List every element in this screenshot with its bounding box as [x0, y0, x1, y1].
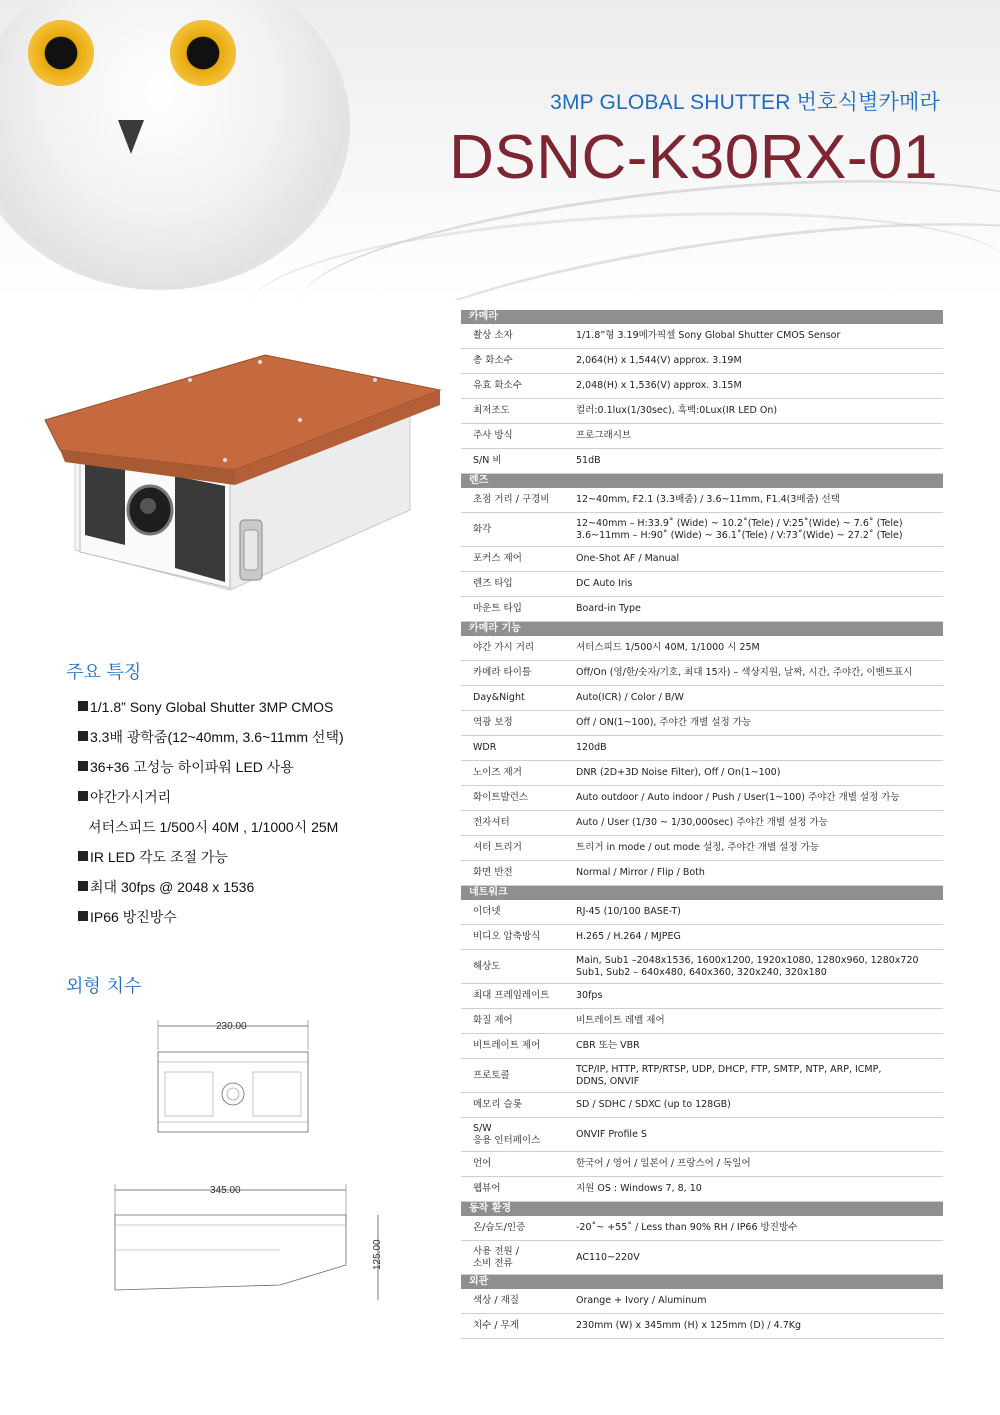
- spec-value-line: DNR (2D+3D Noise Filter), Off / On(1~100): [576, 767, 781, 778]
- spec-row: [461, 1314, 943, 1339]
- feature-item: IR LED 각도 조절 가능: [78, 846, 438, 876]
- square-bullet-icon: [78, 851, 88, 861]
- dimensions-title: 외형 치수: [66, 976, 142, 997]
- spec-label: 비디오 압축방식: [473, 931, 541, 942]
- spec-value: [576, 603, 943, 615]
- spec-value-line: DC Auto Iris: [576, 578, 633, 589]
- ir-led-array-left: [85, 458, 125, 545]
- spec-value: [576, 742, 943, 754]
- spec-section-header: 네트워크: [461, 886, 943, 900]
- spec-value-line: One-Shot AF / Manual: [576, 553, 680, 564]
- spec-value-line: 비트레이트 레벨 제어: [576, 1015, 665, 1026]
- spec-section-header: 렌즈: [461, 474, 943, 488]
- spec-row: [461, 1289, 943, 1314]
- spec-value-line: ONVIF Profile S: [576, 1128, 647, 1140]
- spec-value-line: Off/On (영/한/숫자/기호, 최대 15자) – 색상지원, 날짜, 시간, 주야간, 이벤트표시: [576, 667, 913, 678]
- spec-value-line: 1/1.8”형 3.19메가픽셀 Sony Global Shutter CMOS Sensor: [576, 330, 841, 341]
- spec-row: [461, 836, 943, 861]
- spec-value-line: AC110~220V: [576, 1251, 640, 1263]
- camera-product-image: [30, 320, 450, 600]
- spec-row: [461, 1093, 943, 1118]
- spec-value-line: Auto / User (1/30 ~ 1/30,000sec) 주야간 개별 설정 가능: [576, 817, 828, 828]
- spec-label: 총 화소수: [473, 355, 513, 366]
- spec-label: 프로토콜: [473, 1069, 510, 1081]
- spec-value-line: 트리거 in mode / out mode 설정, 주야간 개별 설정 가능: [576, 842, 819, 853]
- spec-value-line: 51dB: [576, 455, 601, 466]
- spec-label: 노이즈 제거: [473, 767, 522, 778]
- owl-beak: [118, 120, 144, 154]
- spec-label: 해상도: [473, 960, 501, 972]
- spec-label: 색상 / 재질: [473, 1295, 519, 1306]
- spec-label: 사용 전원 / 소비 전류: [473, 1245, 519, 1269]
- spec-value-line: Off / ON(1~100), 주야간 개별 설정 가능: [576, 717, 752, 728]
- square-bullet-icon: [78, 701, 88, 711]
- square-bullet-icon: [78, 881, 88, 891]
- spec-section-header: 카메라: [461, 310, 943, 324]
- square-bullet-icon: [78, 761, 88, 771]
- spec-label: 치수 / 무게: [473, 1320, 519, 1331]
- spec-value-line: Main, Sub1 –2048x1536, 1600x1200, 1920x1080, 1280x960, 1280x720: [576, 954, 919, 966]
- spec-row: [461, 572, 943, 597]
- spec-value-line: Orange + Ivory / Aluminum: [576, 1295, 707, 1306]
- spec-label: 최저조도: [473, 405, 510, 416]
- spec-label: 화면 반전: [473, 867, 513, 878]
- spec-value-line: TCP/IP, HTTP, RTP/RTSP, UDP, DHCP, FTP, SMTP, NTP, ARP, ICMP,: [576, 1063, 882, 1075]
- spec-label: 촬상 소자: [473, 330, 513, 341]
- spec-label: 카메라 타이틀: [473, 667, 532, 678]
- spec-label: S/W 응용 인터페이스: [473, 1122, 541, 1146]
- spec-value-line: 컬러:0.1lux(1/30sec), 흑백:0Lux(IR LED On): [576, 405, 778, 416]
- product-subtitle: 3MP GLOBAL SHUTTER 번호식별카메라: [550, 91, 940, 114]
- spec-value: [576, 817, 943, 829]
- spec-label: 웹뷰어: [473, 1183, 501, 1194]
- spec-label: WDR: [473, 742, 497, 753]
- spec-section-header: 동작 환경: [461, 1202, 943, 1216]
- spec-label: 언어: [473, 1158, 492, 1169]
- spec-value-line: 2,048(H) x 1,536(V) approx. 3.15M: [576, 380, 742, 391]
- feature-item: IP66 방진방수: [78, 906, 438, 936]
- spec-value-line: H.265 / H.264 / MJPEG: [576, 931, 681, 942]
- spec-value: [576, 842, 943, 854]
- spec-value: [576, 578, 943, 590]
- spec-row: [461, 711, 943, 736]
- spec-value: [576, 1222, 943, 1234]
- spec-value: [576, 1158, 943, 1170]
- spec-row: [461, 349, 943, 374]
- spec-value-line: 230mm (W) x 345mm (H) x 125mm (D) / 4.7Kg: [576, 1320, 802, 1331]
- spec-value-line: 30fps: [576, 990, 603, 1001]
- spec-row: [461, 1152, 943, 1177]
- spec-value: [576, 767, 943, 779]
- features-list: [78, 696, 438, 936]
- spec-value: [576, 455, 943, 467]
- spec-value-line: -20˚~ +55˚ / Less than 90% RH / IP66 방진방수: [576, 1222, 798, 1233]
- spec-value: [576, 906, 943, 918]
- spec-value-line: 2,064(H) x 1,544(V) approx. 3.19M: [576, 355, 742, 366]
- spec-label: 비트레이트 제어: [473, 1040, 541, 1051]
- square-bullet-icon: [78, 791, 88, 801]
- spec-value: [576, 518, 943, 542]
- spec-row: [461, 374, 943, 399]
- spec-row: [461, 686, 943, 711]
- spec-value: [576, 1040, 943, 1052]
- spec-row: [461, 925, 943, 950]
- feature-item: 최대 30fps @ 2048 x 1536: [78, 876, 438, 906]
- spec-value-line: Auto(ICR) / Color / B/W: [576, 692, 684, 703]
- spec-value-line: Normal / Mirror / Flip / Both: [576, 867, 705, 878]
- spec-label: 화질 제어: [473, 1015, 513, 1026]
- spec-value-line: 12~40mm – H:33.9˚ (Wide) ~ 10.2˚(Tele) / V:25˚(Wide) ~ 7.6˚ (Tele): [576, 517, 903, 529]
- spec-label: 화각: [473, 523, 492, 535]
- features-title: 주요 특징: [66, 662, 142, 683]
- spec-value: [576, 955, 943, 979]
- spec-label: Day&Night: [473, 692, 525, 703]
- spec-label: 이더넷: [473, 906, 501, 917]
- feature-item: 야간가시거리: [78, 786, 438, 816]
- spec-value-line: DDNS, ONVIF: [576, 1075, 640, 1087]
- feature-item: 36+36 고성능 하이파워 LED 사용: [78, 756, 438, 786]
- spec-value: [576, 430, 943, 442]
- spec-value: [576, 355, 943, 367]
- spec-value: [576, 1015, 943, 1027]
- spec-label: 야간 가시 거리: [473, 642, 535, 653]
- spec-value-line: 3.6~11mm – H:90˚ (Wide) ~ 36.1˚(Tele) / V:73˚(Wide) ~ 27.2˚ (Tele): [576, 529, 903, 541]
- spec-label: 역광 보정: [473, 717, 513, 728]
- spec-row: [461, 399, 943, 424]
- spec-label: 최대 프레임레이트: [473, 990, 550, 1001]
- spec-value-line: 한국어 / 영어 / 일본어 / 프랑스어 / 독일어: [576, 1158, 751, 1169]
- spec-value: [576, 405, 943, 417]
- owl-eye-left: [28, 20, 94, 86]
- spec-value: [576, 553, 943, 565]
- spec-row: [461, 324, 943, 349]
- spec-value: [576, 1183, 943, 1195]
- spec-value-line: Sub1, Sub2 – 640x480, 640x360, 320x240, 320x180: [576, 966, 827, 978]
- owl-eye-right: [170, 20, 236, 86]
- spec-table: [461, 310, 943, 1339]
- spec-row: [461, 449, 943, 474]
- spec-value: [576, 692, 943, 704]
- spec-value: [576, 1295, 943, 1307]
- spec-label: 초점 거리 / 구경비: [473, 494, 550, 505]
- feature-item: 셔터스피드 1/500시 40M , 1/1000시 25M: [88, 819, 339, 835]
- spec-value: [576, 642, 943, 654]
- spec-row: [461, 1059, 943, 1093]
- spec-value: [576, 1064, 943, 1088]
- spec-label: 렌즈 타입: [473, 578, 513, 589]
- spec-value-line: 120dB: [576, 742, 607, 753]
- spec-value: [576, 667, 943, 679]
- spec-value-line: SD / SDHC / SDXC (up to 128GB): [576, 1099, 731, 1110]
- dim-width-label: 230.00: [216, 1021, 247, 1032]
- spec-value-line: RJ-45 (10/100 BASE-T): [576, 906, 681, 917]
- spec-value-line: 지원 OS : Windows 7, 8, 10: [576, 1183, 702, 1194]
- spec-row: [461, 1241, 943, 1275]
- spec-row: [461, 1177, 943, 1202]
- spec-row: [461, 861, 943, 886]
- spec-row: [461, 597, 943, 622]
- spec-row: [461, 761, 943, 786]
- spec-value: [576, 1320, 943, 1332]
- square-bullet-icon: [78, 911, 88, 921]
- spec-value-line: 12~40mm, F2.1 (3.3배줌) / 3.6~11mm, F1.4(3배줌) 선택: [576, 494, 840, 505]
- spec-label: 마운트 타입: [473, 603, 522, 614]
- spec-label: 유효 화소수: [473, 380, 522, 391]
- spec-label: 화이트발런스: [473, 792, 529, 803]
- spec-row: [461, 736, 943, 761]
- dim-depth-label: 345.00: [210, 1185, 241, 1196]
- spec-value-line: 셔터스피드 1/500시 40M, 1/1000 시 25M: [576, 642, 760, 653]
- dimension-drawing: [100, 1010, 400, 1310]
- spec-value-line: Board-in Type: [576, 603, 641, 614]
- spec-value: [576, 494, 943, 506]
- spec-value: [576, 867, 943, 879]
- spec-row: [461, 424, 943, 449]
- spec-label: 주사 방식: [473, 430, 513, 441]
- spec-value: [576, 931, 943, 943]
- spec-value-line: 프로그래시브: [576, 430, 632, 441]
- spec-label: 포커스 제어: [473, 553, 522, 564]
- spec-row: [461, 1216, 943, 1241]
- spec-value-line: Auto outdoor / Auto indoor / Push / User(1~100) 주야간 개별 설정 가능: [576, 792, 900, 803]
- spec-value: [576, 1099, 943, 1111]
- square-bullet-icon: [78, 731, 88, 741]
- spec-section-header: 외관: [461, 1275, 943, 1289]
- spec-value: [576, 1129, 943, 1141]
- spec-label: 전자셔터: [473, 817, 510, 828]
- spec-row: [461, 786, 943, 811]
- dim-height-label: 125.00: [372, 1239, 383, 1270]
- spec-label: S/N 비: [473, 455, 502, 466]
- spec-section-header: 카메라 기능: [461, 622, 943, 636]
- spec-row: [461, 513, 943, 547]
- spec-row: [461, 950, 943, 984]
- spec-label: 메모리 슬롯: [473, 1099, 522, 1110]
- spec-row: [461, 488, 943, 513]
- spec-value: [576, 380, 943, 392]
- spec-row: [461, 811, 943, 836]
- spec-row: [461, 547, 943, 572]
- spec-label: 셔터 트리거: [473, 842, 522, 853]
- spec-row: [461, 1118, 943, 1152]
- spec-value-line: CBR 또는 VBR: [576, 1040, 640, 1051]
- spec-label: 온/습도/인증: [473, 1222, 526, 1233]
- spec-row: [461, 984, 943, 1009]
- spec-value: [576, 990, 943, 1002]
- spec-row: [461, 636, 943, 661]
- spec-row: [461, 1009, 943, 1034]
- spec-value: [576, 1252, 943, 1264]
- spec-value: [576, 792, 943, 804]
- spec-row: [461, 661, 943, 686]
- spec-row: [461, 1034, 943, 1059]
- spec-row: [461, 900, 943, 925]
- feature-item: 1/1.8” Sony Global Shutter 3MP CMOS: [78, 696, 438, 726]
- spec-value: [576, 330, 943, 342]
- spec-value: [576, 717, 943, 729]
- ir-led-array-right: [175, 476, 225, 582]
- model-name: DSNC-K30RX-01: [449, 123, 938, 192]
- feature-item: 3.3배 광학줌(12~40mm, 3.6~11mm 선택): [78, 726, 438, 756]
